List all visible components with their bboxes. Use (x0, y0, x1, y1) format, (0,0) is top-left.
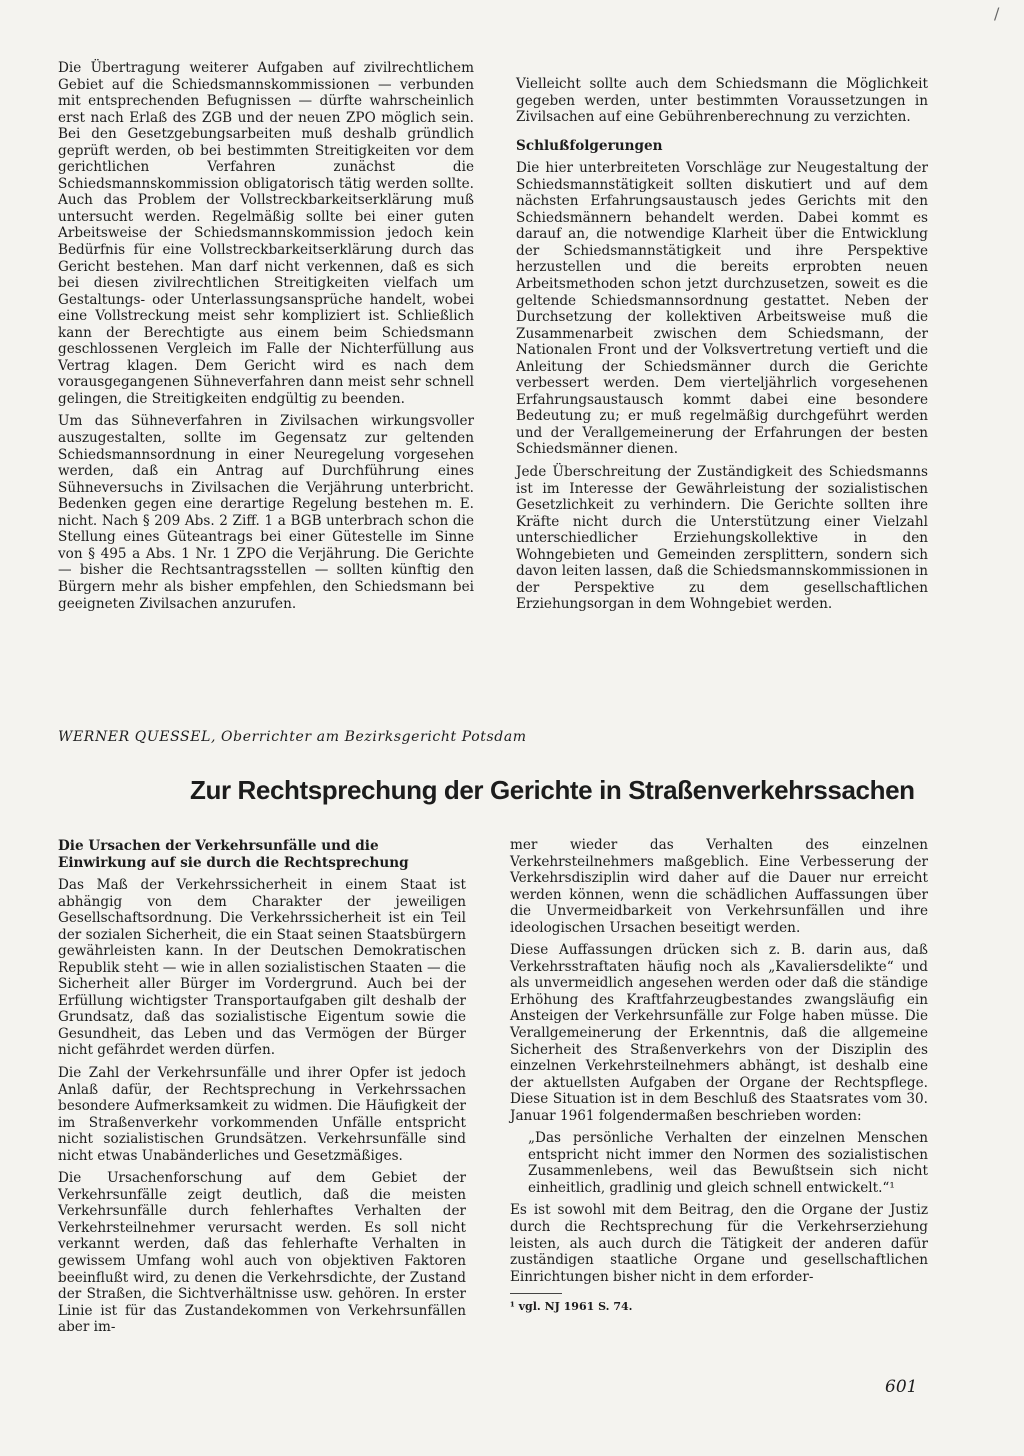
paragraph: Um das Sühneverfahren in Zivilsachen wirkungsvoller auszugestalten, sollte im Gegensatz zur geltenden Schiedsmannsordnung in einer Neuregelung vorgesehen werden, daß ein Antrag auf Durchführung eines Sühneversuchs in Zivilsachen die Verjährung unterbricht. Bedenken gegen eine derartige Regelung bestehen m. E. nicht. Nach § 209 Abs. 2 Ziff. 1 a BGB unterbrach schon die Stellung eines Güteantrags bei einer Gütestelle im Sinne von § 495 a Abs. 1 Nr. 1 ZPO die Verjährung. Die Gerichte — bisher die Rechtsantragsstellen — sollten künftig den Bürgern mehr als bisher empfehlen, den Schiedsmann bei geeigneten Zivilsachen anzurufen. (58, 413, 474, 612)
paragraph: mer wieder das Verhalten des einzelnen Verkehrsteilnehmers maßgeblich. Eine Verbesserung der Verkehrsdisziplin wird daher auf die Dauer nur erreicht werden können, wenn die schädlichen Auffassungen über die Unvermeidbarkeit von Verkehrsunfällen und ihre ideologischen Ursachen beseitigt werden. (510, 837, 928, 936)
paragraph: Die hier unterbreiteten Vorschläge zur Neugestaltung der Schiedsmannstätigkeit sollten diskutiert und auf dem nächsten Erfahrungsaustausch jedes Gerichts mit den Schiedsmännern behandelt werden. Dabei kommt es darauf an, die notwendige Klarheit über die Entwicklung der Schiedsmannstätigkeit und ihre Perspektive herzustellen und die bereits erprobten neuen Arbeitsmethoden schon jetzt durchzusetzen, soweit es die geltende Schiedsmannsordnung gestattet. Neben der Durchsetzung der kollektiven Arbeitsweise muß die Zusammenarbeit zwischen dem Schiedsmann, der Nationalen Front und der Volksvertretung vertieft und die Anleitung der Schiedsmänner durch die Gerichte verbessert werden. Dem vierteljährlich vorgesehenen Erfahrungsaustausch kommt dabei eine besondere Bedeutung zu; er muß regelmäßig durchgeführt werden und der Verallgemeinerung der Erfahrungen der besten Schiedsmänner dienen. (516, 160, 928, 458)
author-line: WERNER QUESSEL, Oberrichter am Bezirksgericht Potsdam (58, 729, 527, 745)
article-title: Zur Rechtsprechung der Gerichte in Straßenverkehrssachen (190, 775, 915, 805)
top-right-column (516, 76, 928, 619)
footnote-divider (510, 1293, 562, 1294)
paragraph: Die Übertragung weiterer Aufgaben auf zivilrechtlichem Gebiet auf die Schiedsmannskommissionen — verbunden mit entsprechenden Befugnissen — dürfte wahrscheinlich erst nach Erlaß des ZGB und der neuen ZPO möglich sein. Bei den Gesetzgebungsarbeiten muß deshalb gründlich geprüft werden, ob bei bestimmten Streitigkeiten vor dem gerichtlichen Verfahren zunächst die Schiedsmannskommission obligatorisch tätig werden sollte. Auch das Problem der Vollstreckbarkeitserklärung muß untersucht werden. Regelmäßig sollte bei einer guten Arbeitsweise der Schiedsmannskommission jedoch kein Bedürfnis für eine Vollstreckbarkeitserklärung durch das Gericht bestehen. Man darf nicht verkennen, daß es sich bei diesen zivilrechtlichen Streitigkeiten vielfach um Gestaltungs- oder Unterlassungsansprüche handelt, wobei eine Vollstreckung meist sehr kompliziert ist. Schließlich kann der Berechtigte aus einem beim Schiedsmann geschlossenen Vergleich im Falle der Nichterfüllung aus Vertrag klagen. Dem Gericht wird es nach dem vorausgegangenen Sühneverfahren dann meist sehr schnell gelingen, die Streitigkeiten endgültig zu beenden. (58, 60, 474, 407)
top-left-column (58, 60, 474, 618)
block-quote: „Das persönliche Verhalten der einzelnen Menschen entspricht nicht immer den Normen des sozialistischen Zusammenlebens, weil das Bewußtsein sich nicht einheitlich, gradlinig und gleich schnell entwickelt.“¹ (528, 1130, 928, 1196)
paragraph: Die Zahl der Verkehrsunfälle und ihrer Opfer ist jedoch Anlaß dafür, der Rechtsprechung in Verkehrssachen besondere Aufmerksamkeit zu widmen. Die Häufigkeit der im Straßenverkehr vorkommenden Unfälle entspricht nicht sozialistischen Grundsätzen. Verkehrsunfälle sind nicht etwas Unabänderliches und Gesetzmäßiges. (58, 1065, 466, 1164)
paragraph: Vielleicht sollte auch dem Schiedsmann die Möglichkeit gegeben werden, unter bestimmten Voraussetzungen in Zivilsachen auf eine Gebührenberechnung zu verzichten. (516, 76, 928, 126)
paragraph: Das Maß der Verkehrssicherheit in einem Staat ist abhängig von dem Charakter der jeweiligen Gesellschaftsordnung. Die Verkehrssicherheit ist ein Teil der sozialen Sicherheit, die ein Staat seinen Staatsbürgern gewährleisten kann. In der Deutschen Demokratischen Republik steht — wie in allen sozialistischen Staaten — die Sicherheit aller Bürger im Vordergrund. Auch bei der Erfüllung wichtigster Transportaufgaben gilt deshalb der Grundsatz, daß das sozialistische Eigentum sowie die Gesundheit, das Leben und das Vermögen der Bürger nicht gefährdet werden dürfen. (58, 877, 466, 1059)
section-heading: Schlußfolgerungen (516, 137, 663, 154)
bottom-right-column (510, 837, 928, 1313)
paragraph: Es ist sowohl mit dem Beitrag, den die Organe der Justiz durch die Rechtsprechung für die Verkehrserziehung leisten, als auch durch die Tätigkeit der anderen dafür zuständigen staatliche Organe und gesellschaftlichen Einrichtungen bisher nicht in dem erforder- (510, 1202, 928, 1285)
margin-mark: / (994, 4, 1000, 23)
paragraph: Die Ursachenforschung auf dem Gebiet der Verkehrsunfälle zeigt deutlich, daß die meisten Verkehrsunfälle durch fehlerhaftes Verhalten der Verkehrsteilnehmer verursacht werden. Es soll nicht verkannt werden, daß das fehlerhafte Verhalten in gewissem Umfang wohl auch von objektiven Faktoren beeinflußt wird, zu denen die Verkehrsdichte, der Zustand der Straßen, die Sichtverhältnisse usw. gehören. In erster Linie ist für das Zustandekommen von Verkehrsunfällen aber im- (58, 1170, 466, 1336)
footnote: ¹ vgl. NJ 1961 S. 74. (510, 1300, 633, 1314)
paragraph: Diese Auffassungen drücken sich z. B. darin aus, daß Verkehrsstraftaten häufig noch als „Kavaliersdelikte“ und als unvermeidlich angesehen werden oder daß die ständige Erhöhung des Kraftfahrzeugbestandes zwangsläufig ein Ansteigen der Verkehrsunfälle zur Folge haben müsse. Die Verallgemeinerung der Erkenntnis, daß die allgemeine Sicherheit des Straßenverkehrs von der Disziplin des einzelnen Verkehrsteilnehmers abhängt, ist deshalb eine der aktuellsten Aufgaben der Organe der Rechtspflege. Diese Situation ist in dem Beschluß des Staatsrates vom 30. Januar 1961 folgendermaßen beschrieben worden: (510, 942, 928, 1124)
paragraph: Jede Überschreitung der Zuständigkeit des Schiedsmanns ist im Interesse der Gewährleistung der sozialistischen Gesetzlichkeit zu verhindern. Die Gerichte sollten ihre Kräfte nicht durch die Unterstützung einer Vielzahl unterschiedlicher Erziehungskollektive in den Wohngebieten und Gemeinden zersplittern, sondern sich davon leiten lassen, daß die Schiedsmannskommissionen in der Perspektive zu dem gesellschaftlichen Erziehungsorgan in dem Wohngebiet werden. (516, 463, 928, 613)
section-heading: Die Ursachen der Verkehrsunfälle und die Einwirkung auf sie durch die Rechtsprechung (58, 838, 409, 871)
bottom-left-column (58, 838, 466, 1342)
page-number: 601 (885, 1377, 918, 1397)
